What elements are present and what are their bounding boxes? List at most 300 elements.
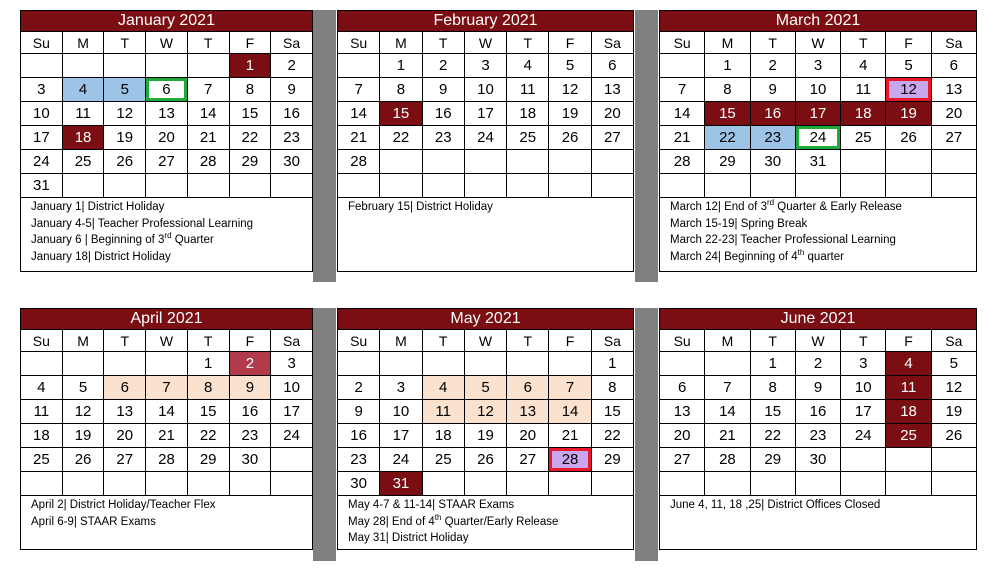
day-of-week-header: T [422,330,464,352]
empty-day-cell [380,352,422,376]
day-cell: 2 [229,352,271,376]
day-cell: 24 [795,126,840,150]
empty-day-cell [422,352,464,376]
month-notes [660,496,977,550]
day-cell: 25 [422,448,464,472]
empty-day-cell [229,472,271,496]
day-cell: 30 [795,448,840,472]
day-cell: 20 [660,424,705,448]
day-cell: 18 [886,400,931,424]
empty-day-cell [464,472,506,496]
day-of-week-header: M [380,32,422,54]
day-cell: 18 [422,424,464,448]
day-cell: 11 [21,400,63,424]
day-cell: 19 [104,126,146,150]
empty-day-cell [380,174,422,198]
week-row [21,400,313,424]
empty-day-cell [591,174,633,198]
day-cell: 7 [660,78,705,102]
week-row [338,424,634,448]
empty-day-cell [660,174,705,198]
day-cell: 2 [422,54,464,78]
empty-day-cell [507,150,549,174]
day-cell: 10 [271,376,313,400]
day-cell: 10 [795,78,840,102]
day-cell: 26 [886,126,931,150]
day-cell: 3 [271,352,313,376]
day-cell: 8 [229,78,271,102]
empty-day-cell [591,472,633,496]
day-cell: 13 [591,78,633,102]
month-title: March 2021 [660,11,977,32]
day-of-week-header: F [549,330,591,352]
empty-day-cell [229,174,271,198]
week-row [660,102,977,126]
day-cell: 28 [660,150,705,174]
day-of-week-header: T [750,330,795,352]
empty-day-cell [146,472,188,496]
day-cell: 5 [464,376,506,400]
day-cell: 8 [750,376,795,400]
week-row [660,150,977,174]
note-line: April 2| District Holiday/Teacher Flex [31,499,216,511]
day-cell: 25 [841,126,886,150]
month-notes [21,496,313,550]
empty-day-cell [62,174,104,198]
month-table [337,308,634,550]
month-title: May 2021 [338,309,634,330]
day-of-week-header: Su [338,32,380,54]
day-cell: 3 [380,376,422,400]
empty-day-cell [62,54,104,78]
day-cell: 11 [886,376,931,400]
week-row [338,54,634,78]
separator [635,10,658,282]
day-cell: 1 [187,352,229,376]
empty-day-cell [21,352,63,376]
day-cell: 14 [338,102,380,126]
month-title: April 2021 [21,309,313,330]
day-cell: 24 [841,424,886,448]
empty-day-cell [104,54,146,78]
empty-day-cell [21,472,63,496]
day-cell: 29 [229,150,271,174]
month-title: January 2021 [21,11,313,32]
empty-day-cell [187,54,229,78]
day-cell: 26 [464,448,506,472]
empty-day-cell [422,472,464,496]
note-line: March 24| Beginning of 4th quarter [670,247,844,263]
day-cell: 17 [21,126,63,150]
empty-day-cell [104,174,146,198]
day-cell: 10 [464,78,506,102]
day-cell: 19 [549,102,591,126]
empty-day-cell [104,472,146,496]
day-cell: 22 [705,126,750,150]
calendar-february [337,10,634,272]
day-cell: 29 [750,448,795,472]
day-cell: 30 [750,150,795,174]
day-cell: 16 [422,102,464,126]
day-cell: 26 [549,126,591,150]
empty-day-cell [21,54,63,78]
day-cell: 5 [104,78,146,102]
week-row [21,126,313,150]
day-cell: 21 [705,424,750,448]
day-of-week-header: F [886,32,931,54]
month-title: February 2021 [338,11,634,32]
week-row [338,352,634,376]
empty-day-cell [549,472,591,496]
day-of-week-header: T [507,330,549,352]
day-of-week-header: T [841,330,886,352]
day-cell: 17 [271,400,313,424]
day-cell: 28 [187,150,229,174]
day-cell: 2 [338,376,380,400]
day-cell: 15 [591,400,633,424]
day-cell: 26 [104,150,146,174]
day-cell: 9 [795,376,840,400]
week-row [660,78,977,102]
day-cell: 18 [507,102,549,126]
day-cell: 15 [229,102,271,126]
day-cell: 1 [750,352,795,376]
day-cell: 29 [591,448,633,472]
day-cell: 14 [187,102,229,126]
day-cell: 13 [931,78,976,102]
day-cell: 6 [931,54,976,78]
day-cell: 28 [338,150,380,174]
day-of-week-header: F [229,330,271,352]
day-cell: 21 [549,424,591,448]
empty-day-cell [507,472,549,496]
empty-day-cell [886,150,931,174]
day-cell: 17 [464,102,506,126]
month-table [659,308,977,550]
note-line: March 22-23| Teacher Professional Learning [670,234,896,246]
day-cell: 10 [841,376,886,400]
day-cell: 24 [21,150,63,174]
day-cell: 11 [62,102,104,126]
day-cell: 11 [422,400,464,424]
day-of-week-header: W [146,330,188,352]
day-of-week-header: M [62,32,104,54]
day-cell: 16 [271,102,313,126]
day-cell: 31 [21,174,63,198]
day-cell: 3 [464,54,506,78]
separator [635,308,658,561]
day-cell: 12 [104,102,146,126]
day-of-week-header: Sa [271,32,313,54]
day-cell: 25 [886,424,931,448]
day-cell: 2 [271,54,313,78]
day-cell: 22 [750,424,795,448]
day-cell: 17 [380,424,422,448]
day-of-week-header: W [464,32,506,54]
day-cell: 4 [21,376,63,400]
day-of-week-header: Su [338,330,380,352]
empty-day-cell [886,174,931,198]
day-cell: 12 [886,78,931,102]
empty-day-cell [62,472,104,496]
day-cell: 29 [187,448,229,472]
month-notes [338,496,634,550]
empty-day-cell [338,54,380,78]
day-cell: 10 [380,400,422,424]
week-row [660,54,977,78]
month-table [20,10,313,272]
week-row [338,174,634,198]
day-cell: 23 [795,424,840,448]
empty-day-cell [187,472,229,496]
day-cell: 4 [886,352,931,376]
day-of-week-header: M [705,32,750,54]
day-of-week-header: T [104,330,146,352]
day-cell: 13 [104,400,146,424]
day-of-week-header: F [886,330,931,352]
day-cell: 30 [271,150,313,174]
empty-day-cell [464,174,506,198]
week-row [21,376,313,400]
week-row [338,376,634,400]
day-of-week-header: W [795,32,840,54]
day-cell: 1 [380,54,422,78]
empty-day-cell [146,174,188,198]
day-cell: 6 [660,376,705,400]
empty-day-cell [886,472,931,496]
week-row [338,150,634,174]
empty-day-cell [187,174,229,198]
week-row [660,424,977,448]
week-row [21,424,313,448]
calendar-june [659,308,977,550]
day-of-week-header: T [507,32,549,54]
week-row [21,102,313,126]
day-cell: 12 [549,78,591,102]
day-of-week-header: F [229,32,271,54]
day-cell: 10 [21,102,63,126]
day-cell: 30 [229,448,271,472]
day-cell: 27 [507,448,549,472]
day-cell: 25 [507,126,549,150]
note-line: March 12| End of 3rd Quarter & Early Release [670,198,902,213]
month-notes [660,198,977,272]
week-row [21,54,313,78]
day-of-week-header: M [705,330,750,352]
day-cell: 3 [795,54,840,78]
day-cell: 4 [422,376,464,400]
day-cell: 16 [795,400,840,424]
month-table [20,308,313,550]
week-row [660,448,977,472]
day-cell: 27 [591,126,633,150]
day-cell: 9 [750,78,795,102]
day-cell: 18 [21,424,63,448]
empty-day-cell [841,150,886,174]
week-row [660,174,977,198]
day-cell: 13 [660,400,705,424]
week-row [338,78,634,102]
day-cell: 15 [380,102,422,126]
week-row [338,448,634,472]
day-cell: 1 [705,54,750,78]
empty-day-cell [271,174,313,198]
empty-day-cell [705,352,750,376]
empty-day-cell [795,472,840,496]
empty-day-cell [886,448,931,472]
day-cell: 30 [338,472,380,496]
day-cell: 22 [591,424,633,448]
week-row [660,400,977,424]
day-cell: 16 [338,424,380,448]
day-cell: 23 [338,448,380,472]
week-row [660,126,977,150]
day-cell: 14 [549,400,591,424]
empty-day-cell [841,472,886,496]
day-cell: 25 [21,448,63,472]
day-cell: 22 [187,424,229,448]
day-cell: 23 [422,126,464,150]
day-cell: 2 [795,352,840,376]
day-cell: 13 [146,102,188,126]
empty-day-cell [660,472,705,496]
day-cell: 14 [146,400,188,424]
day-cell: 14 [705,400,750,424]
day-cell: 27 [146,150,188,174]
day-cell: 9 [229,376,271,400]
note-line: January 18| District Holiday [31,250,171,263]
day-cell: 25 [62,150,104,174]
day-cell: 31 [380,472,422,496]
empty-day-cell [795,174,840,198]
day-cell: 26 [62,448,104,472]
week-row [660,376,977,400]
day-cell: 26 [931,424,976,448]
day-cell: 7 [338,78,380,102]
day-of-week-header: T [187,32,229,54]
empty-day-cell [464,150,506,174]
day-of-week-header: Sa [591,330,633,352]
day-cell: 19 [62,424,104,448]
day-cell: 31 [795,150,840,174]
day-cell: 28 [549,448,591,472]
day-of-week-header: T [841,32,886,54]
empty-day-cell [146,54,188,78]
day-cell: 27 [104,448,146,472]
day-cell: 5 [886,54,931,78]
month-notes [338,198,634,272]
week-row [338,102,634,126]
week-row [21,150,313,174]
note-line: April 6-9| STAAR Exams [31,515,156,528]
day-cell: 21 [146,424,188,448]
note-line: June 4, 11, 18 ,25| District Offices Closed [670,499,881,511]
day-of-week-header: T [750,32,795,54]
day-cell: 8 [591,376,633,400]
day-cell: 22 [380,126,422,150]
empty-day-cell [507,352,549,376]
day-cell: 5 [931,352,976,376]
empty-day-cell [338,352,380,376]
day-of-week-header: W [795,330,840,352]
day-cell: 9 [422,78,464,102]
empty-day-cell [705,472,750,496]
empty-day-cell [591,150,633,174]
day-of-week-header: Su [21,32,63,54]
day-cell: 15 [705,102,750,126]
day-cell: 12 [62,400,104,424]
week-row [338,400,634,424]
day-cell: 4 [507,54,549,78]
empty-day-cell [549,174,591,198]
note-line: May 31| District Holiday [348,532,469,544]
day-of-week-header: Su [660,330,705,352]
day-cell: 23 [229,424,271,448]
empty-day-cell [271,472,313,496]
week-row [21,448,313,472]
week-row [21,174,313,198]
day-cell: 3 [841,352,886,376]
day-cell: 4 [841,54,886,78]
week-row [660,352,977,376]
day-cell: 20 [591,102,633,126]
week-row [660,472,977,496]
empty-day-cell [507,174,549,198]
empty-day-cell [931,448,976,472]
note-line: March 15-19| Spring Break [670,217,808,230]
day-cell: 8 [187,376,229,400]
empty-day-cell [549,352,591,376]
day-cell: 28 [146,448,188,472]
day-of-week-header: Su [660,32,705,54]
week-row [338,126,634,150]
separator [313,10,336,282]
empty-day-cell [931,472,976,496]
day-cell: 24 [464,126,506,150]
empty-day-cell [931,150,976,174]
day-cell: 9 [271,78,313,102]
note-line: January 6 | Beginning of 3rd Quarter [31,231,214,246]
day-cell: 14 [660,102,705,126]
calendar-may [337,308,634,550]
separator [313,308,336,561]
day-cell: 21 [187,126,229,150]
day-cell: 6 [146,78,188,102]
day-cell: 16 [229,400,271,424]
empty-day-cell [750,472,795,496]
day-of-week-header: Sa [591,32,633,54]
day-cell: 1 [229,54,271,78]
day-cell: 27 [931,126,976,150]
month-title: June 2021 [660,309,977,330]
note-line: May 4-7 & 11-14| STAAR Exams [348,499,515,511]
note-line: February 15| District Holiday [348,201,493,213]
empty-day-cell [464,352,506,376]
month-notes [21,198,313,272]
day-cell: 19 [886,102,931,126]
day-cell: 21 [660,126,705,150]
empty-day-cell [660,54,705,78]
day-of-week-header: W [464,330,506,352]
day-cell: 19 [931,400,976,424]
day-cell: 24 [380,448,422,472]
day-of-week-header: Su [21,330,63,352]
day-cell: 20 [507,424,549,448]
empty-day-cell [422,174,464,198]
day-cell: 6 [507,376,549,400]
day-cell: 7 [705,376,750,400]
day-cell: 20 [104,424,146,448]
